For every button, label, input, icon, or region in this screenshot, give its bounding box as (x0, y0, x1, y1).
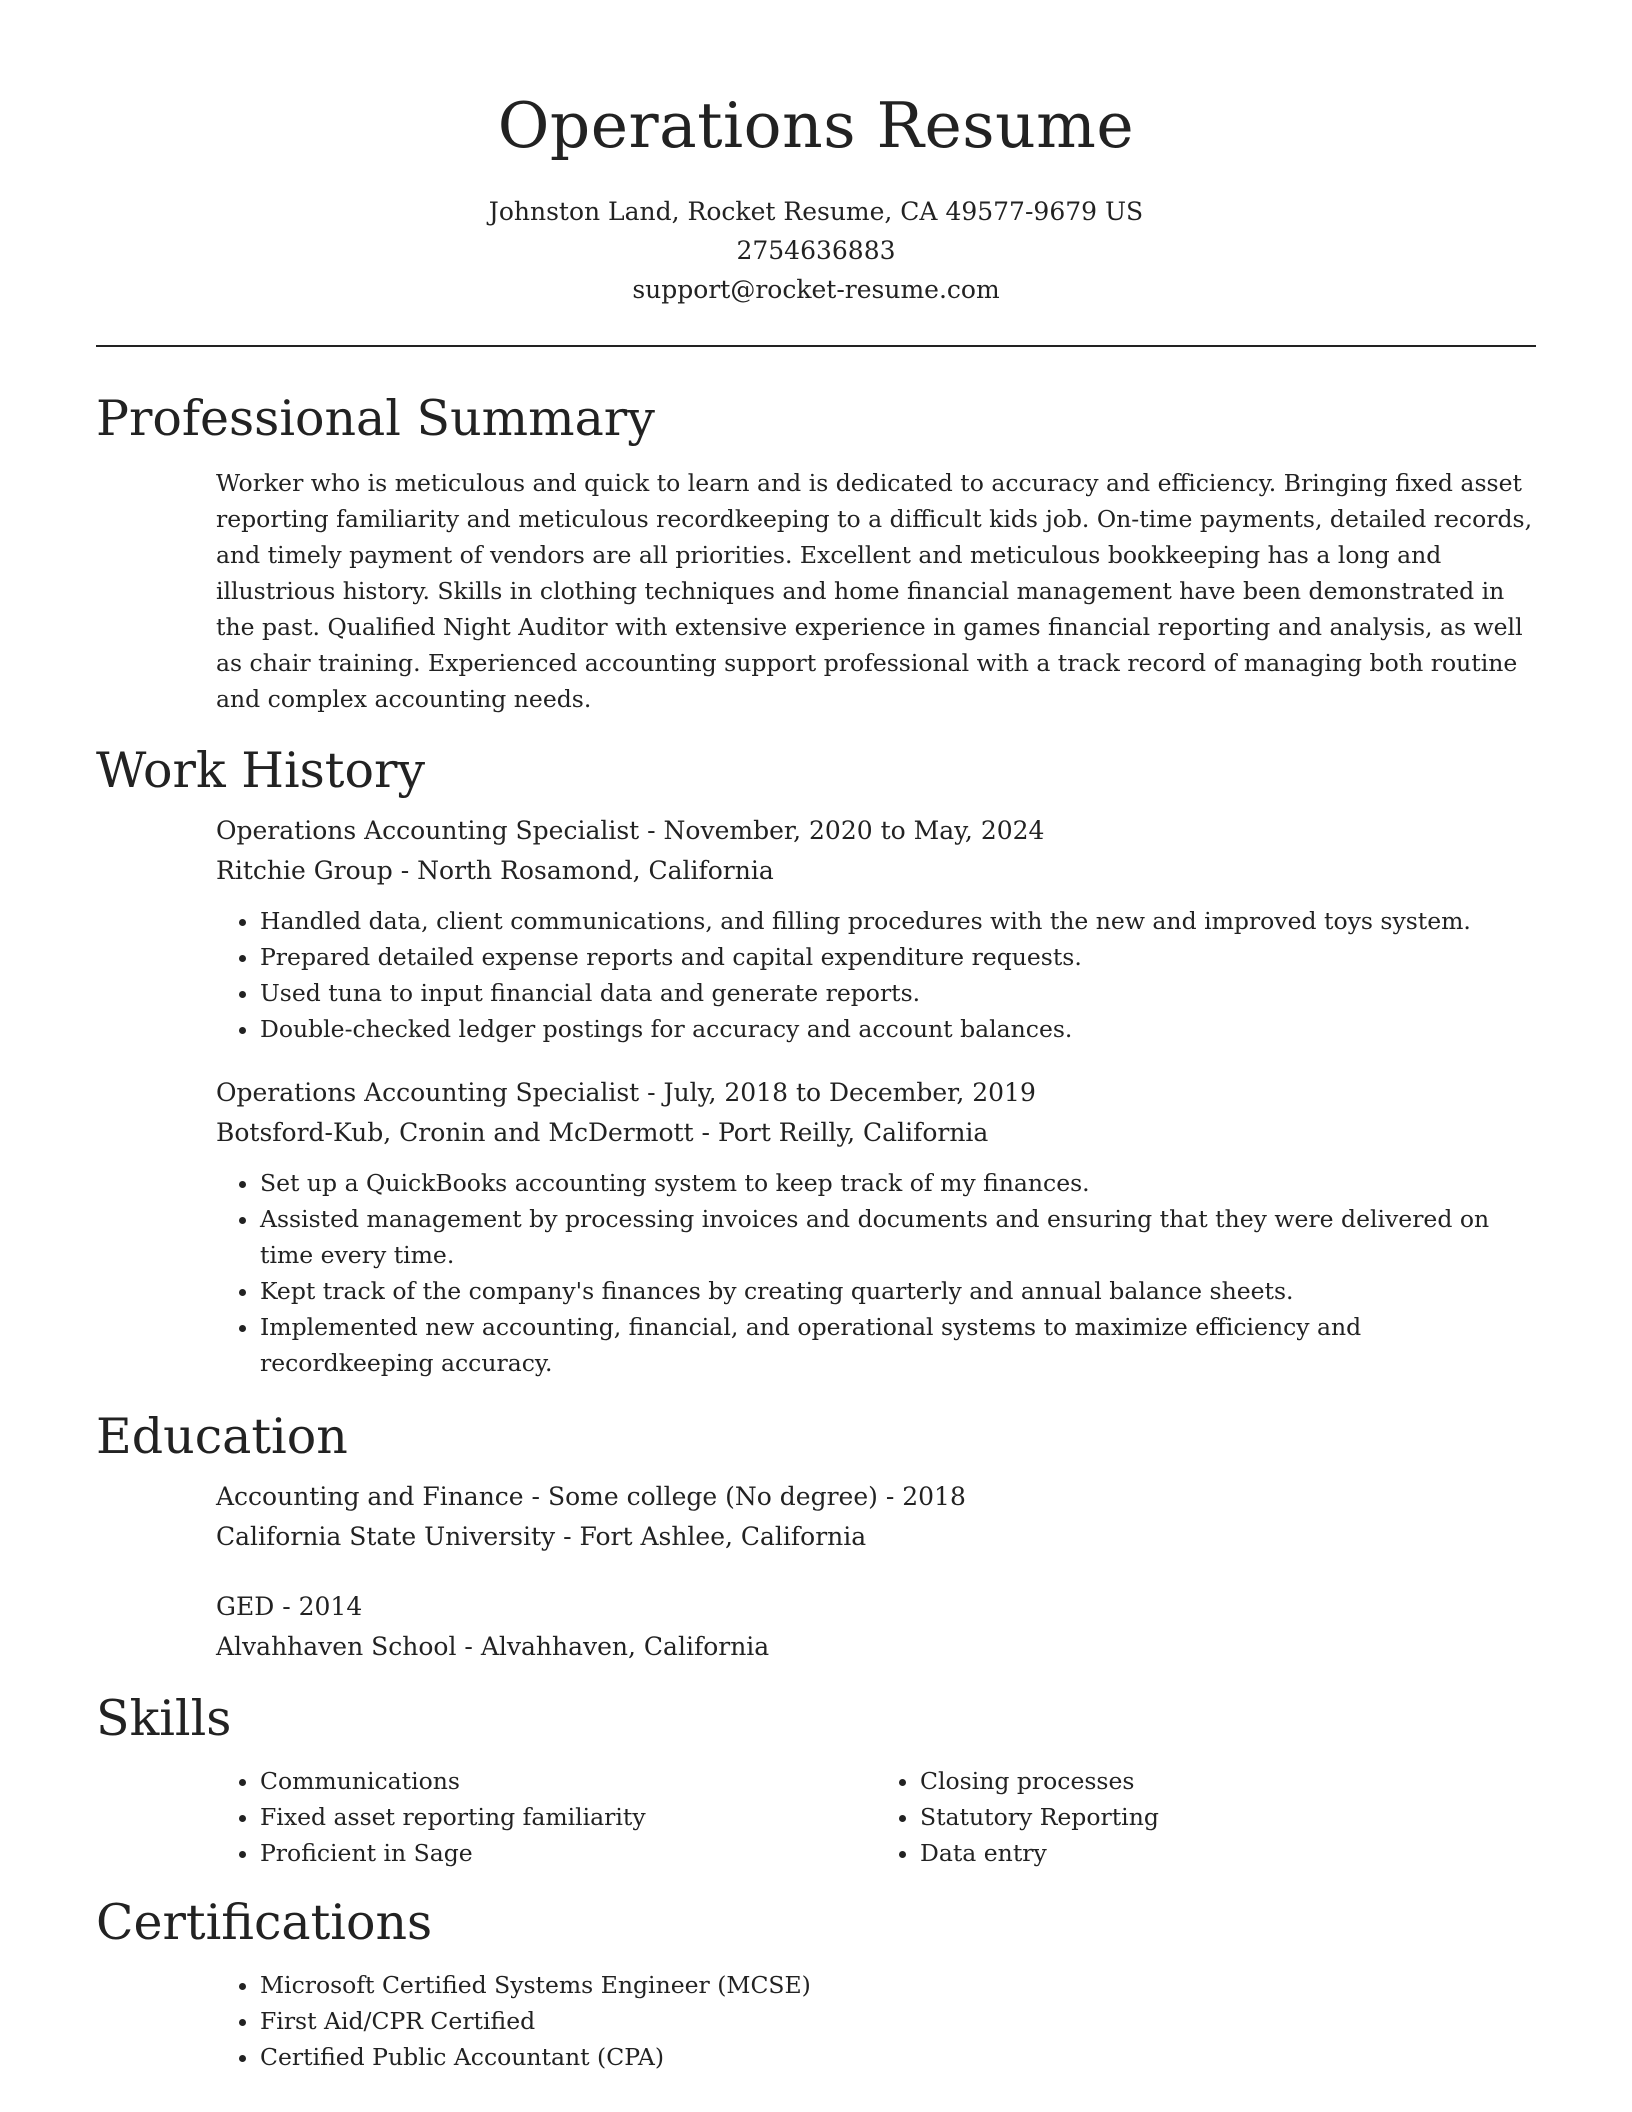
job-dates: - July, 2018 to December, 2019 (639, 1078, 1036, 1107)
job-title-line (216, 1073, 1536, 1113)
job-bullet: • Set up a QuickBooks accounting system to keep track of my finances. (260, 1165, 1536, 1201)
education-entry (216, 1587, 1536, 1667)
education-school-line (216, 1517, 1536, 1557)
job-bullets (216, 903, 1536, 1047)
education-location: - Fort Ashlee, California (555, 1522, 867, 1551)
contact-phone: 2754636883 (736, 236, 896, 265)
summary-text: Worker who is meticulous and quick to learn and is dedicated to accuracy and efficiency. Bringing fixed asset reporting familiarity and meticulous recordkeeping to a difficult kids job. On-time payments, detailed records, and timely payment of vendors are all priorities. Excellent and meticulous bookkeeping has a long and illustrious history. Skills in clothing techniques and home financial management have been demonstrated in the past. Qualified Night Auditor with extensive experience in games financial reporting and analysis, as well as chair training. Experienced accounting support professional with a track record of managing both routine and complex accounting needs. (216, 469, 1533, 713)
education-heading: Education (96, 1408, 348, 1465)
skills-list-right (876, 1763, 1536, 1871)
certifications-heading: Certifications (96, 1894, 433, 1951)
job-bullet: • Prepared detailed expense reports and capital expenditure requests. (260, 939, 1536, 975)
education-degree: Accounting and Finance - Some college (No degree) (216, 1482, 878, 1511)
education-degree-line (216, 1477, 1536, 1517)
certification-item: • Microsoft Certified Systems Engineer (MCSE) (260, 1967, 1536, 2003)
skills-section (96, 1687, 1536, 1871)
summary-section (96, 387, 1536, 717)
job-title-line (216, 811, 1536, 851)
job-bullet: • Kept track of the company's finances by creating quarterly and annual balance sheets. (260, 1273, 1536, 1309)
certifications-list (216, 1967, 1536, 2075)
summary-body (216, 465, 1536, 717)
job-bullet: • Used tuna to input financial data and generate reports. (260, 975, 1536, 1011)
summary-heading: Professional Summary (96, 390, 655, 447)
job-company-line (216, 851, 1536, 891)
job-location: - North Rosamond, California (392, 856, 774, 885)
work-heading: Work History (96, 742, 426, 799)
education-school-line (216, 1627, 1536, 1667)
resume-title: Operations Resume (497, 89, 1135, 162)
job-title: Operations Accounting Specialist (216, 816, 640, 845)
contact-address: Johnston Land, Rocket Resume, CA 49577-9679 US (488, 197, 1144, 226)
job-bullet: • Handled data, client communications, and filling procedures with the new and improved toys system. (260, 903, 1536, 939)
job-bullet: • Implemented new accounting, financial, and operational systems to maximize efficiency and recordkeeping accuracy. (260, 1309, 1536, 1381)
education-school: Alvahhaven School (216, 1632, 457, 1661)
resume-page (96, 0, 1536, 2075)
education-section (96, 1405, 1536, 1667)
job-company: Ritchie Group (216, 856, 393, 885)
skills-heading: Skills (96, 1690, 232, 1747)
job-title: Operations Accounting Specialist (216, 1078, 640, 1107)
job-location: - Port Reilly, California (693, 1118, 989, 1147)
skill-item: • Closing processes (920, 1763, 1536, 1799)
work-section (96, 739, 1536, 1381)
job-entry (216, 1073, 1536, 1381)
skills-columns (216, 1763, 1536, 1871)
job-bullet: • Double-checked ledger postings for accuracy and account balances. (260, 1011, 1536, 1047)
skill-item: • Proficient in Sage (260, 1835, 876, 1871)
certification-item: • Certified Public Accountant (CPA) (260, 2039, 1536, 2075)
skill-item: • Communications (260, 1763, 876, 1799)
job-dates: - November, 2020 to May, 2024 (639, 816, 1045, 845)
education-entry (216, 1477, 1536, 1557)
job-company: Botsford-Kub, Cronin and McDermott (216, 1118, 694, 1147)
header-divider (96, 345, 1536, 347)
contact-email[interactable]: support@rocket-resume.com (632, 275, 1000, 304)
education-year: - 2018 (877, 1482, 966, 1511)
education-location: - Alvahhaven, California (456, 1632, 770, 1661)
skills-list-left (216, 1763, 876, 1871)
skill-item: • Fixed asset reporting familiarity (260, 1799, 876, 1835)
education-year: - 2014 (274, 1592, 363, 1621)
contact-block (96, 192, 1536, 309)
education-degree-line (216, 1587, 1536, 1627)
job-company-line (216, 1113, 1536, 1153)
education-degree: GED (216, 1592, 275, 1621)
certifications-body (216, 1967, 1536, 2075)
certification-item: • First Aid/CPR Certified (260, 2003, 1536, 2039)
job-bullet: • Assisted management by processing invoices and documents and ensuring that they were delivered on time every time. (260, 1201, 1536, 1273)
skill-item: • Data entry (920, 1835, 1536, 1871)
resume-header (96, 0, 1536, 309)
certifications-section (96, 1891, 1536, 2075)
skill-item: • Statutory Reporting (920, 1799, 1536, 1835)
job-bullets (216, 1165, 1536, 1381)
education-school: California State University (216, 1522, 556, 1551)
job-entry (216, 811, 1536, 1047)
